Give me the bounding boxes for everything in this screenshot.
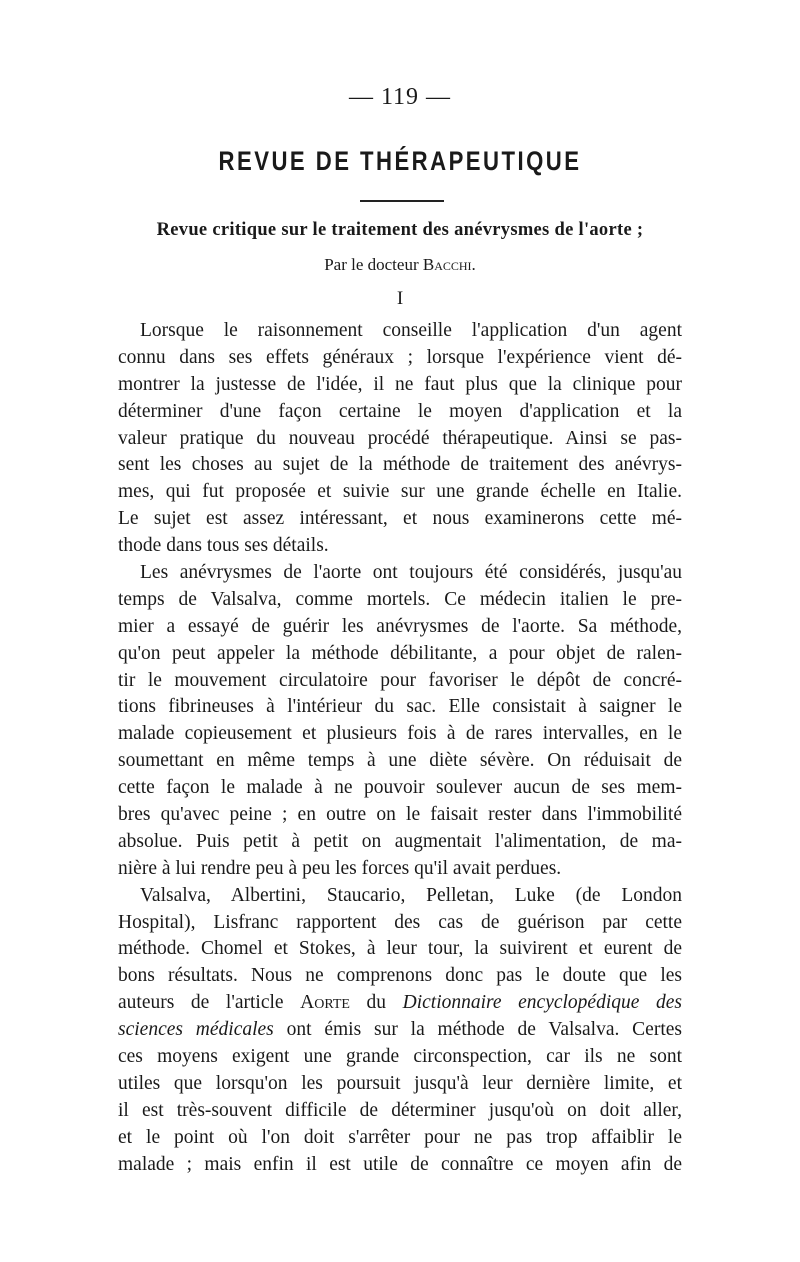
text-run: du: [349, 992, 403, 1014]
text-run: ont émis sur la méthode de Valsalva. Certes: [273, 1019, 682, 1041]
text-line: Les anévrysmes de l'aorte ont toujours été considérés, jusqu'au: [140, 562, 682, 584]
text-line: thode dans tous ses détails.: [118, 535, 329, 557]
text-line: et le point où l'on doit s'arrêter pour ne pas trop affaiblir le: [118, 1126, 682, 1148]
text-line: connu dans ses effets généraux ; lorsque l'expérience vient dé-: [118, 346, 682, 368]
text-line: méthode. Chomel et Stokes, à leur tour, la suivirent et eurent de: [118, 938, 682, 960]
author-name: Bacchi.: [422, 255, 476, 274]
text-line: Lorsque le raisonnement conseille l'application d'un agent: [140, 320, 682, 341]
text-line: [118, 1017, 682, 1044]
text-line: temps de Valsalva, comme mortels. Ce médecin italien le pre-: [118, 588, 682, 610]
text-line: Valsalva, Albertini, Staucario, Pelletan, Luke (de London: [140, 884, 682, 906]
body-text: [118, 318, 682, 1179]
text-line: absolue. Puis petit à petit on augmentait l'alimentation, de ma-: [118, 830, 682, 852]
text-line: mes, qui fut proposée et suivie sur une grande échelle en Italie.: [118, 481, 682, 503]
text-run-italic: sciences médicales: [118, 1019, 274, 1041]
text-line: qu'on peut appeler la méthode débilitante, a pour objet de ralen-: [118, 642, 682, 664]
text-line: tir le mouvement circulatoire pour favoriser le dépôt de concré-: [118, 669, 682, 691]
author-line: [0, 255, 800, 275]
text-line: mier a essayé de guérir les anévrysmes de l'aorte. Sa méthode,: [118, 615, 682, 637]
text-line: utiles que lorsqu'on les poursuit jusqu'à leur dernière limite, et: [118, 1072, 682, 1094]
text-line: valeur pratique du nouveau procédé thérapeutique. Ainsi se pas-: [118, 427, 682, 449]
text-line: soumettant en même temps à une diète sévère. On réduisait de: [118, 750, 682, 772]
text-line: montrer la justesse de l'idée, il ne faut plus que la clinique pour: [118, 373, 682, 395]
text-line: ces moyens exigent une grande circonspection, car ils ne sont: [118, 1046, 682, 1068]
title-rule: [360, 200, 444, 202]
article-title: Revue critique sur le traitement des anévrysmes de l'aorte ;: [156, 220, 644, 240]
page-number: — 119 —: [348, 84, 452, 110]
author-prefix: Par le docteur: [324, 255, 419, 274]
text-line: tions fibrineuses à l'intérieur du sac. Elle consistait à saigner le: [118, 696, 682, 718]
text-line: bres qu'avec peine ; en outre on le faisait rester dans l'immobilité: [118, 804, 682, 826]
text-line: bons résultats. Nous ne comprenons donc pas le doute que les: [118, 965, 682, 987]
text-line: nière à lui rendre peu à peu les forces qu'il avait perdues.: [118, 857, 562, 879]
section-numeral: I: [396, 288, 404, 309]
text-line: malade ; mais enfin il est utile de connaître ce moyen afin de: [118, 1153, 682, 1175]
text-line: Hospital), Lisfranc rapportent des cas de guérison par cette: [118, 911, 682, 933]
text-line: déterminer d'une façon certaine le moyen d'application et la: [118, 400, 682, 422]
text-run-smallcaps: Aorte: [300, 992, 350, 1014]
text-line: cette façon le malade à ne pouvoir soulever aucun de ses mem-: [118, 777, 682, 799]
text-run: auteurs de l'article: [118, 992, 301, 1014]
text-run-italic: Dictionnaire encyclopédique des: [402, 992, 682, 1014]
text-line: il est très-souvent difficile de déterminer jusqu'où on doit aller,: [118, 1099, 682, 1121]
text-line: malade copieusement et plusieurs fois à de rares intervalles, en le: [118, 723, 682, 745]
text-line: [118, 990, 682, 1017]
text-line: sent les choses au sujet de la méthode de traitement des anévrys-: [118, 454, 682, 476]
section-title: REVUE DE THÉRAPEUTIQUE: [218, 146, 582, 176]
text-line: Le sujet est assez intéressant, et nous examinerons cette mé-: [118, 508, 682, 530]
